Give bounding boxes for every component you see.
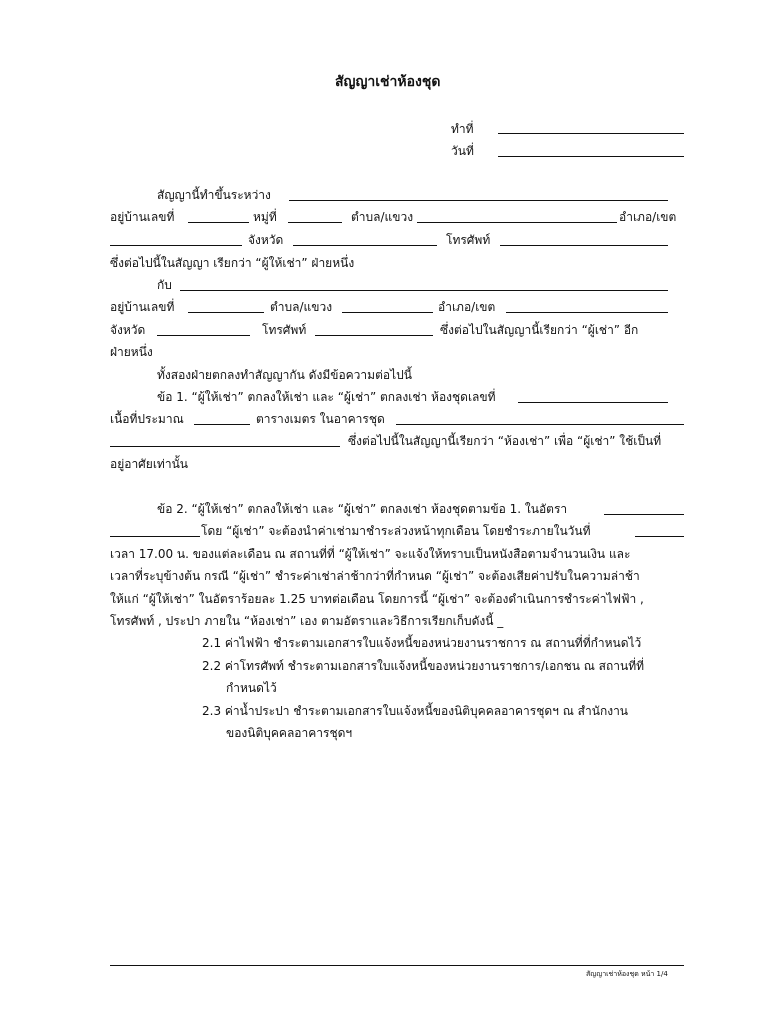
lessor-house-no-blank[interactable]	[188, 222, 249, 223]
lessor-tambon-label: ตำบล/แขวง	[351, 210, 414, 224]
place-blank[interactable]	[498, 133, 684, 134]
lessor-province-label: จังหวัด	[248, 233, 284, 247]
contract-intro: สัญญานี้ทำขึ้นระหว่าง	[157, 188, 271, 202]
page-footer: สัญญาเช่าห้องชุด หน้า 1/4	[586, 970, 668, 978]
lessee-province-blank[interactable]	[157, 335, 250, 336]
lessor-province-blank[interactable]	[293, 245, 437, 246]
lessee-tambon-label: ตำบล/แขวง	[270, 300, 333, 314]
clause2-item-water-cont: ของนิติบุคคลอาคารชุดฯ	[226, 726, 353, 740]
clause2-item-phone-cont: กำหนดไว้	[226, 681, 277, 695]
footer-rule	[110, 965, 684, 966]
rent-rate-blank[interactable]	[604, 514, 684, 515]
clause2-line2: โดย “ผู้เช่า” จะต้องนำค่าเช่ามาชำระล่วงหน้าทุกเดือน โดยชำระภายในวันที่	[201, 524, 591, 538]
lessor-name-blank[interactable]	[289, 200, 668, 201]
place-label: ทำที่	[451, 122, 474, 136]
lessee-designation: ซึ่งต่อไปในสัญญานี้เรียกว่า “ผู้เช่า” อีก	[440, 323, 639, 337]
date-blank[interactable]	[498, 156, 684, 157]
clause2-line1: ข้อ 2. “ผู้ให้เช่า” ตกลงให้เช่า และ “ผู้เช่า” ตกลงเช่า ห้องชุดตามข้อ 1. ในอัตรา	[157, 502, 568, 516]
area-blank[interactable]	[194, 424, 250, 425]
lessee-amphoe-label: อำเภอ/เขต	[438, 300, 496, 314]
clause1-line4: อยู่อาศัยเท่านั้น	[110, 457, 188, 471]
clause2-item-electricity: 2.1 ค่าไฟฟ้า ชำระตามเอกสารใบแจ้งหนี้ของหน่วยงานราชการ ณ สถานที่ที่กำหนดไว้	[202, 636, 642, 650]
lessee-designation-cont: ฝ่ายหนึ่ง	[110, 345, 153, 359]
clause2-line6: โทรศัพท์ , ประปา ภายใน “ห้องเช่า” เอง ตามอัตราและวิธีการเรียกเก็บดังนี้ _	[110, 614, 504, 628]
lessee-name-blank[interactable]	[180, 290, 668, 291]
document-title: สัญญาเช่าห้องชุด	[335, 74, 441, 90]
clause2-line4: เวลาที่ระบุข้างต้น กรณี “ผู้เช่า” ชำระค่าเช่าล่าช้ากว่าที่กำหนด “ผู้เช่า” จะต้องเสียค่าปรับในความล่าช้า	[110, 569, 640, 583]
lessee-phone-label: โทรศัพท์	[262, 323, 307, 337]
area-unit-label: ตารางเมตร ในอาคารชุด	[256, 412, 385, 426]
area-label: เนื้อที่ประมาณ	[110, 412, 184, 426]
lessor-amphoe-blank[interactable]	[110, 245, 242, 246]
lessor-phone-label: โทรศัพท์	[446, 233, 491, 247]
due-date-blank[interactable]	[635, 536, 684, 537]
lessor-phone-blank[interactable]	[500, 245, 668, 246]
agreement-statement: ทั้งสองฝ่ายตกลงทำสัญญากัน ดังมีข้อความต่อไปนี้	[157, 368, 412, 382]
clause2-item-phone: 2.2 ค่าโทรศัพท์ ชำระตามเอกสารใบแจ้งหนี้ของหน่วยงานราชการ/เอกชน ณ สถานที่ที่	[202, 659, 645, 673]
lessee-house-no-label: อยู่บ้านเลขที่	[110, 300, 175, 314]
clause1-line1: ข้อ 1. “ผู้ให้เช่า” ตกลงให้เช่า และ “ผู้เช่า” ตกลงเช่า ห้องชุดเลขที่	[157, 390, 496, 404]
building-name-blank-cont[interactable]	[110, 446, 340, 447]
lessor-amphoe-label: อำเภอ/เขต	[619, 210, 677, 224]
clause2-line5: ให้แก่ “ผู้ให้เช่า” ในอัตราร้อยละ 1.25 บาทต่อเดือน โดยการนี้ “ผู้เช่า” จะต้องดำเนินการชำระค่าไฟฟ้า ,	[110, 592, 644, 606]
lessor-tambon-blank[interactable]	[417, 222, 617, 223]
date-label: วันที่	[451, 144, 474, 158]
lessee-tambon-blank[interactable]	[342, 312, 433, 313]
lessor-house-no-label: อยู่บ้านเลขที่	[110, 210, 175, 224]
lessee-amphoe-blank[interactable]	[506, 312, 668, 313]
with-label: กับ	[157, 278, 172, 292]
clause1-line3: ซึ่งต่อไปนี้ในสัญญานี้เรียกว่า “ห้องเช่า” เพื่อ “ผู้เช่า” ใช้เป็นที่	[348, 434, 662, 448]
rent-rate-blank-cont[interactable]	[110, 536, 200, 537]
clause2-line3: เวลา 17.00 น. ของแต่ละเดือน ณ สถานที่ที่ “ผู้ให้เช่า” จะแจ้งให้ทราบเป็นหนังสือตามจำนวนเงิน และ	[110, 547, 631, 561]
clause2-item-water: 2.3 ค่าน้ำประปา ชำระตามเอกสารใบแจ้งหนี้ของนิติบุคคลอาคารชุดฯ ณ สำนักงาน	[202, 704, 629, 718]
lessee-house-no-blank[interactable]	[188, 312, 264, 313]
room-number-blank[interactable]	[518, 402, 668, 403]
building-name-blank[interactable]	[396, 424, 684, 425]
lessee-phone-blank[interactable]	[315, 335, 433, 336]
lessor-designation: ซึ่งต่อไปนี้ในสัญญา เรียกว่า “ผู้ให้เช่า” ฝ่ายหนึ่ง	[110, 256, 355, 270]
lessor-moo-label: หมู่ที่	[253, 210, 277, 224]
lessor-moo-blank[interactable]	[288, 222, 342, 223]
lessee-province-label: จังหวัด	[110, 323, 146, 337]
